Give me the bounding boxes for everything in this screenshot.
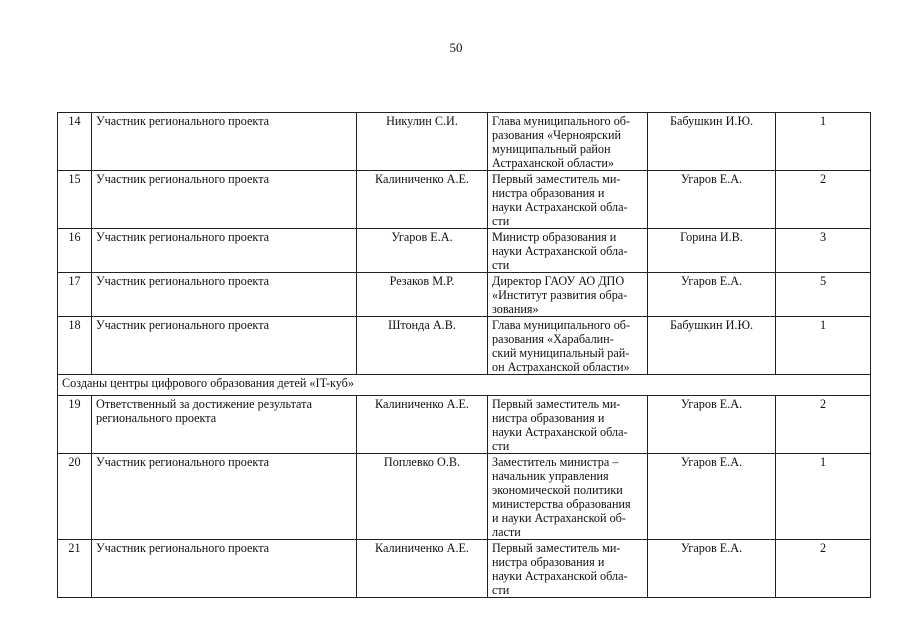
quantity-cell: 1 [776,113,871,171]
position-line: Глава муниципального об- [492,114,631,128]
curator-cell: Угаров Е.А. [648,540,776,598]
curator-cell: Угаров Е.А. [648,454,776,540]
position-line: нистра образования и [492,411,605,425]
table-row [58,273,871,317]
table-row [58,113,871,171]
table-row [58,454,871,540]
position-line: сти [492,214,510,228]
position-line: Астраханской области» [492,156,614,170]
row-number: 21 [58,540,92,598]
role-cell [92,396,357,454]
position-line: Первый заместитель ми- [492,541,621,555]
position-line: науки Астраханской обла- [492,244,628,258]
curator-cell: Угаров Е.А. [648,273,776,317]
role-cell [92,540,357,598]
position-cell [488,229,648,273]
name-cell: Калиниченко А.Е. [357,540,488,598]
position-cell [488,396,648,454]
page-number: 50 [449,40,463,55]
role-cell: Участник регионального проекта [92,317,357,375]
position-line: Заместитель министра – [492,455,619,469]
role-cell: Участник регионального проекта [92,171,357,229]
participants-table [57,112,871,598]
name-cell: Калиниченко А.Е. [357,396,488,454]
position-line: сти [492,439,510,453]
table-row [58,229,871,273]
position-cell [488,317,648,375]
row-number: 20 [58,454,92,540]
position-line: науки Астраханской обла- [492,425,628,439]
position-cell [488,171,648,229]
curator-cell: Бабушкин И.Ю. [648,317,776,375]
quantity-cell: 1 [776,454,871,540]
role-line: Ответственный за достижение результата [96,397,313,411]
name-cell: Поплевко О.В. [357,454,488,540]
curator-cell: Бабушкин И.Ю. [648,113,776,171]
row-number: 15 [58,171,92,229]
position-line: науки Астраханской обла- [492,569,628,583]
row-number: 14 [58,113,92,171]
quantity-cell: 5 [776,273,871,317]
name-cell: Резаков М.Р. [357,273,488,317]
name-cell: Калиниченко А.Е. [357,171,488,229]
quantity-cell: 2 [776,171,871,229]
position-cell [488,273,648,317]
position-line: нистра образования и [492,555,605,569]
row-number: 18 [58,317,92,375]
row-number: 16 [58,229,92,273]
curator-cell: Угаров Е.А. [648,171,776,229]
position-cell [488,454,648,540]
position-line: разования «Черноярский [492,128,622,142]
position-line: сти [492,583,510,597]
quantity-cell: 3 [776,229,871,273]
position-line: нистра образования и [492,186,605,200]
position-line: начальник управления [492,469,609,483]
position-line: министерства образования [492,497,631,511]
section-row [58,375,871,396]
position-line: Глава муниципального об- [492,318,631,332]
name-cell: Угаров Е.А. [357,229,488,273]
position-line: разования «Харабалин- [492,332,614,346]
role-cell: Участник регионального проекта [92,113,357,171]
position-line: ский муниципальный рай- [492,346,630,360]
position-line: муниципальный район [492,142,611,156]
curator-cell: Угаров Е.А. [648,396,776,454]
table-row [58,171,871,229]
table-row [58,540,871,598]
row-number: 17 [58,273,92,317]
position-cell [488,540,648,598]
quantity-cell: 2 [776,396,871,454]
position-line: Министр образования и [492,230,617,244]
position-line: Первый заместитель ми- [492,172,621,186]
curator-cell: Горина И.В. [648,229,776,273]
position-line: он Астраханской области» [492,360,630,374]
section-title: Созданы центры цифрового образования детей «IT-куб» [58,375,871,396]
position-line: ласти [492,525,521,539]
quantity-cell: 2 [776,540,871,598]
quantity-cell: 1 [776,317,871,375]
role-cell [92,454,357,540]
role-line: регионального проекта [96,411,217,425]
role-line: Участник регионального проекта [96,541,270,555]
position-line: сти [492,258,510,272]
position-line: Первый заместитель ми- [492,397,621,411]
row-number: 19 [58,396,92,454]
role-cell: Участник регионального проекта [92,273,357,317]
table-row [58,396,871,454]
position-line: Директор ГАОУ АО ДПО [492,274,625,288]
position-line: и науки Астраханской об- [492,511,626,525]
name-cell: Никулин С.И. [357,113,488,171]
name-cell: Штонда А.В. [357,317,488,375]
role-line: Участник регионального проекта [96,455,270,469]
position-cell [488,113,648,171]
role-cell: Участник регионального проекта [92,229,357,273]
position-line: науки Астраханской обла- [492,200,628,214]
table-row [58,317,871,375]
position-line: зования» [492,302,539,316]
position-line: «Институт развития обра- [492,288,628,302]
position-line: экономической политики [492,483,623,497]
